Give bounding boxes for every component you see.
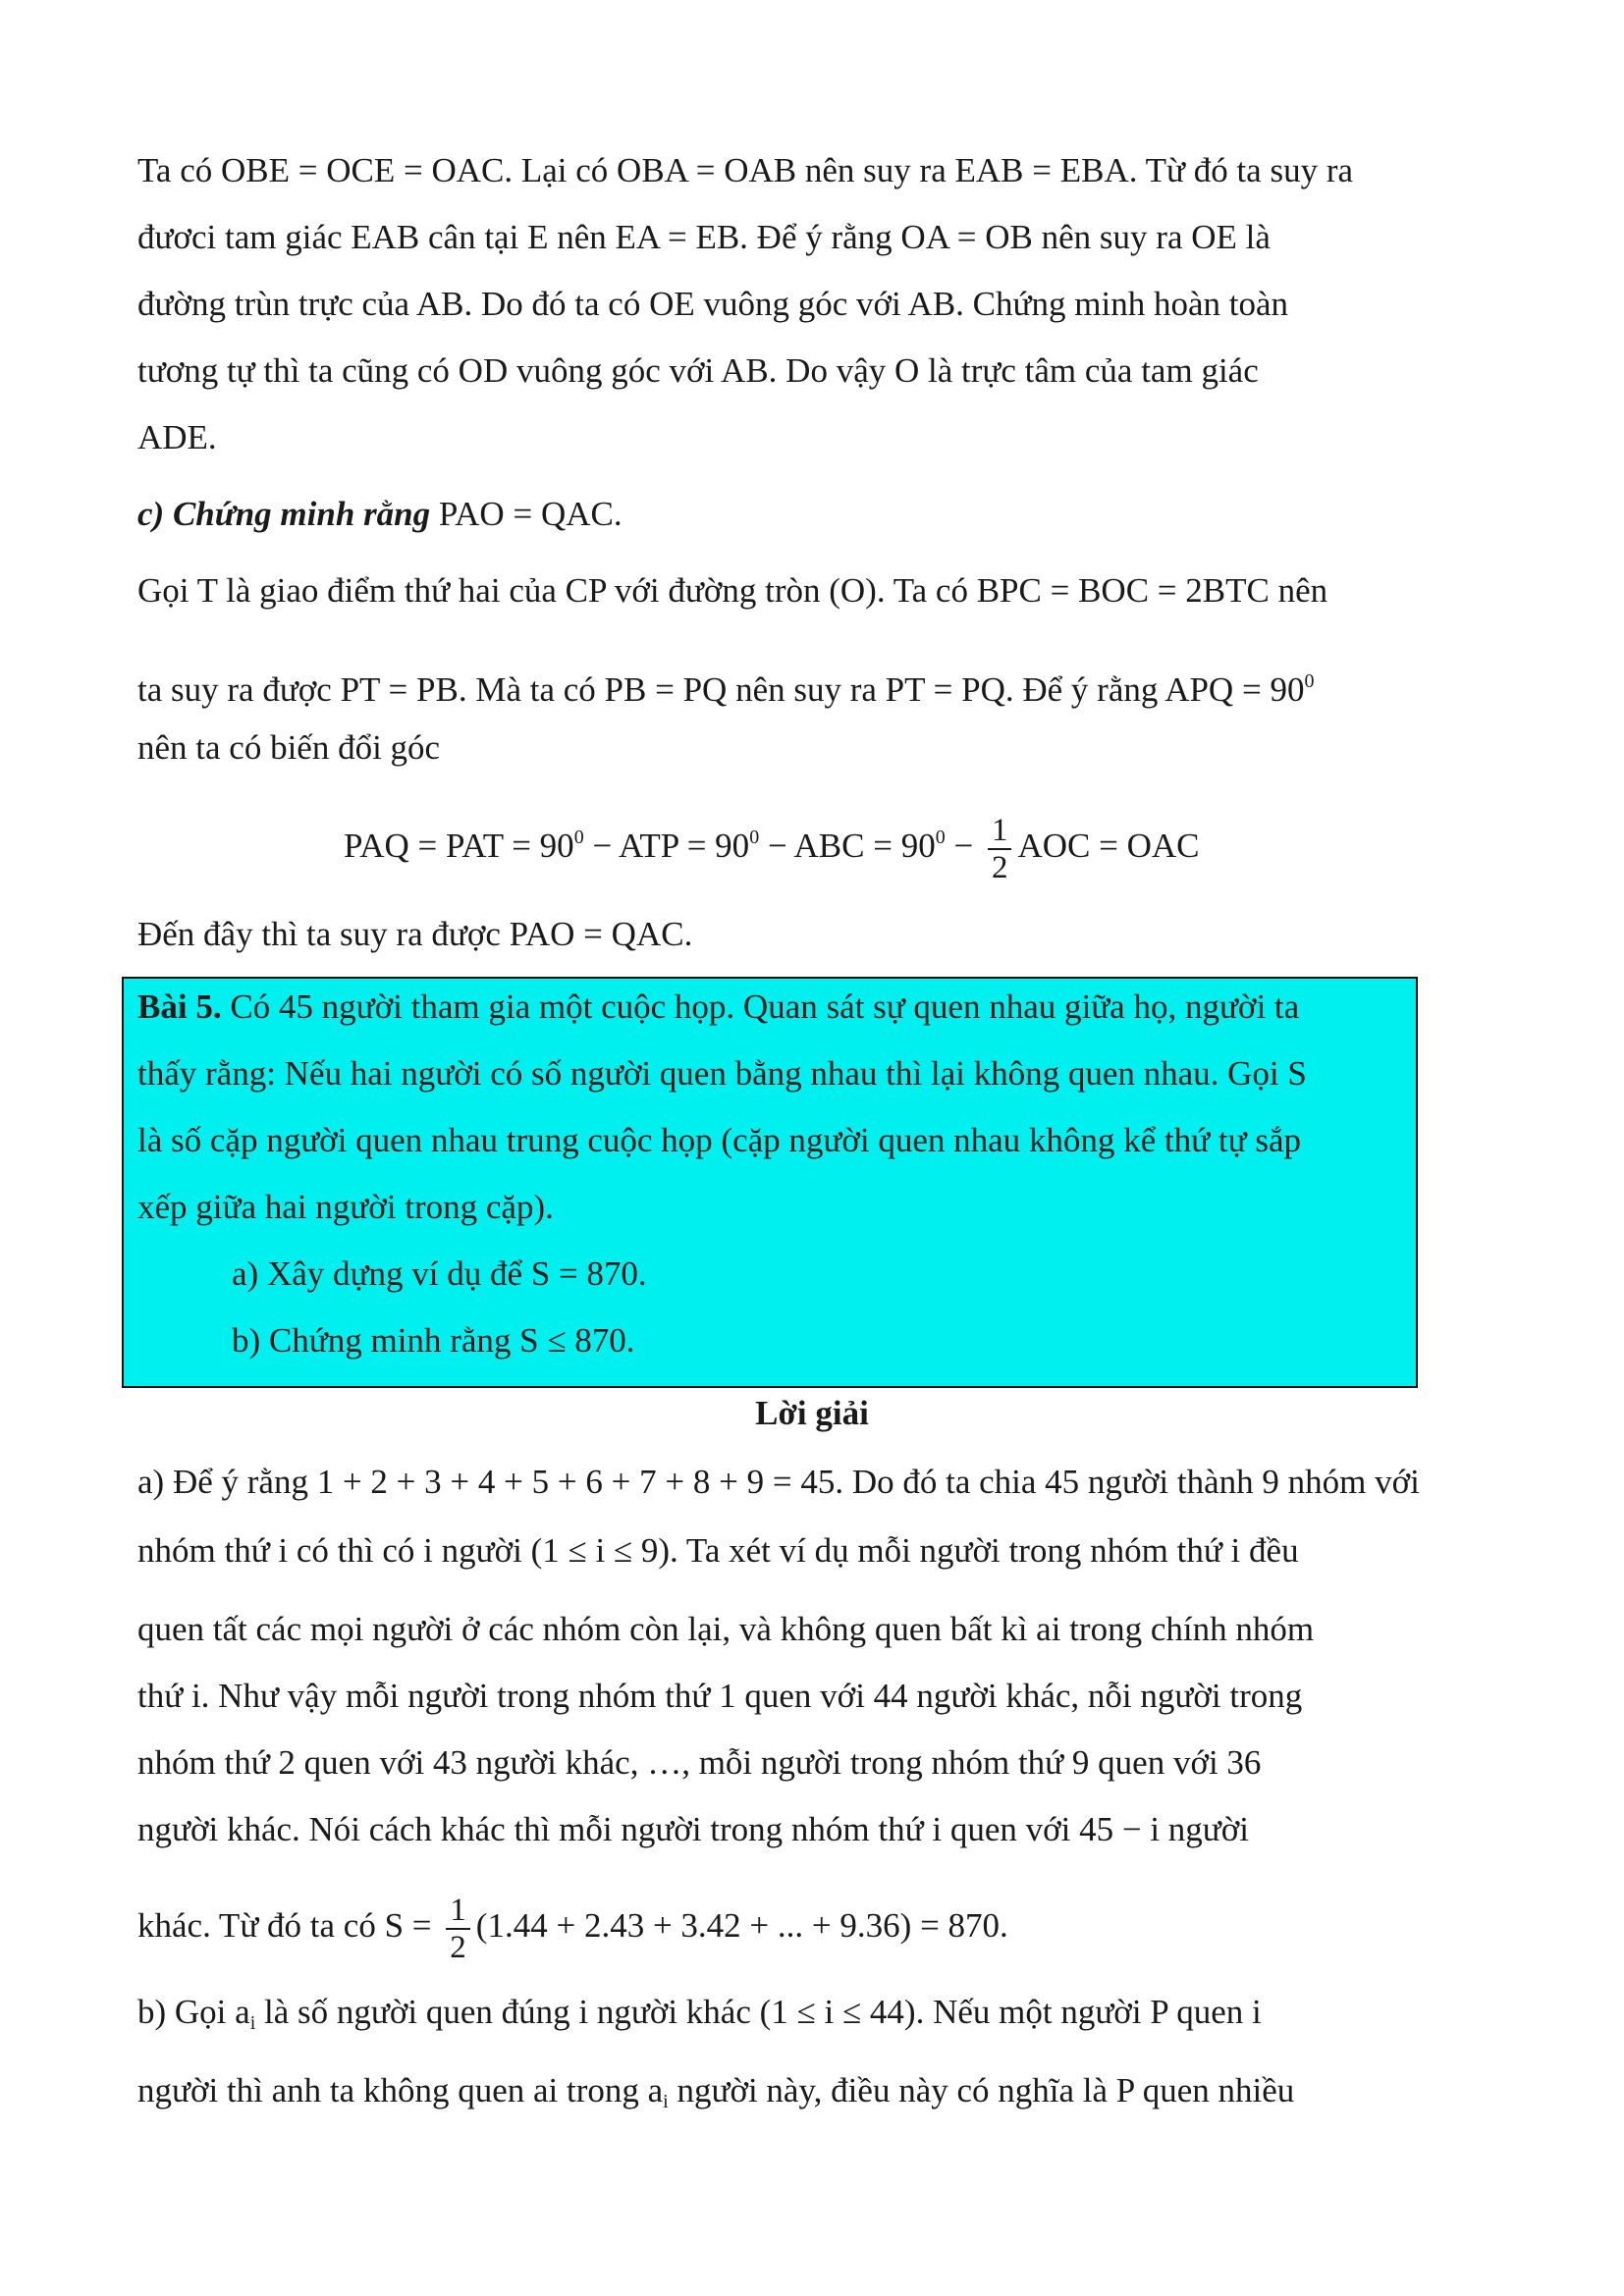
text-line: thứ i. Như vậy mỗi người trong nhóm thứ 1 quen với 44 người khác, nỗi người trong <box>137 1677 1303 1715</box>
problem-text: Có 45 người tham gia một cuộc họp. Quan sát sự quen nhau giữa họ, người ta <box>221 988 1300 1026</box>
eq-part: AOC = OAC <box>1017 827 1200 866</box>
frac-numerator: 1 <box>988 813 1012 850</box>
part-c-heading-text: c) Chứng minh rằng <box>137 495 431 533</box>
part-c-heading-math: PAO = QAC. <box>438 495 623 533</box>
problem-line: là số cặp người quen nhau trung cuộc họp (cặp người quen nhau không kể thứ tự sắp <box>137 1121 1301 1159</box>
text-line <box>137 2069 1294 2123</box>
eq-sup: 0 <box>573 827 584 849</box>
eq-sup: 0 <box>935 827 946 849</box>
text-span: người này, điều này có nghĩa là P quen nhiều <box>668 2071 1295 2109</box>
text-line: Gọi T là giao điểm thứ hai của CP với đường tròn (O). Ta có BPC = BOC = 2BTC nên <box>137 571 1328 610</box>
text-line: quen tất các mọi người ở các nhóm còn lại, và không quen bất kì ai trong chính nhóm <box>137 1610 1315 1648</box>
problem-line: xếp giữa hai người trong cặp). <box>137 1188 554 1226</box>
angle-equation <box>344 813 1200 885</box>
problem-part-b: b) Chứng minh rằng S ≤ 870. <box>232 1321 635 1360</box>
part-c-heading <box>137 493 623 536</box>
frac-denominator: 2 <box>450 1930 466 1965</box>
eq-part: − ATP = 90 <box>583 827 750 866</box>
text-line: ADE. <box>137 418 217 456</box>
subscript-i: i <box>249 2012 256 2034</box>
text-span: b) Gọi a <box>137 1993 250 2031</box>
text-line <box>137 1991 1262 2045</box>
eq-part: PAQ = PAT = 90 <box>344 827 574 866</box>
text-line: đươci tam giác EAB cân tại E nên EA = EB. Để ý rằng OA = OB nên suy ra OE là <box>137 218 1271 256</box>
text-line: người khác. Nói cách khác thì mỗi người trong nhóm thứ i quen với 45 − i người <box>137 1810 1249 1848</box>
degree-superscript: 0 <box>1304 670 1315 692</box>
fraction-one-half <box>988 813 1012 885</box>
problem-label: Bài 5. <box>137 988 222 1026</box>
text-line: nên ta có biến đổi góc <box>137 728 441 767</box>
text-line: a) Để ý rằng 1 + 2 + 3 + 4 + 5 + 6 + 7 + 8 + 9 = 45. Do đó ta chia 45 người thành 9 nhóm với <box>137 1463 1420 1501</box>
frac-numerator: 1 <box>446 1893 470 1930</box>
text-line: tương tự thì ta cũng có OD vuông góc với AB. Do vậy O là trực tâm của tam giác <box>137 351 1259 390</box>
text-line: đường trùn trực của AB. Do đó ta có OE vuông góc với AB. Chứng minh hoàn toàn <box>137 285 1288 323</box>
text-span: ta suy ra được PT = PB. Mà ta có PB = PQ nên suy ra PT = PQ. Để ý rằng APQ = 90 <box>137 670 1305 709</box>
problem-line: thấy rằng: Nếu hai người có số người quen bằng nhau thì lại không quen nhau. Gọi S <box>137 1054 1307 1093</box>
text-span: (1.44 + 2.43 + 3.42 + ... + 9.36) = 870. <box>475 1906 1008 1946</box>
text-line <box>137 660 1314 712</box>
subscript-i: i <box>663 2091 669 2112</box>
text-line: nhóm thứ i có thì có i người (1 ≤ i ≤ 9). Ta xét ví dụ mỗi người trong nhóm thứ i đều <box>137 1531 1299 1570</box>
problem-line <box>137 986 1299 1029</box>
text-span: người thì anh ta không quen ai trong a <box>137 2071 664 2109</box>
problem-part-a: a) Xây dựng ví dụ để S = 870. <box>232 1255 647 1293</box>
eq-sup: 0 <box>749 827 760 849</box>
text-line: Ta có OBE = OCE = OAC. Lại có OBA = OAB nên suy ra EAB = EBA. Từ đó ta suy ra <box>137 151 1354 189</box>
frac-denominator: 2 <box>991 850 1008 885</box>
text-line <box>137 1893 1008 1965</box>
text-line: Đến đây thì ta suy ra được PAO = QAC. <box>137 915 693 953</box>
solution-title: Lời giải <box>755 1394 869 1432</box>
text-span: khác. Từ đó ta có S = <box>137 1906 432 1946</box>
eq-part: − ABC = 90 <box>759 827 936 866</box>
eq-part: − <box>945 827 974 866</box>
text-line: nhóm thứ 2 quen với 43 người khác, …, mỗi người trong nhóm thứ 9 quen với 36 <box>137 1743 1262 1782</box>
text-span: là số người quen đúng i người khác (1 ≤ i ≤ 44). Nếu một người P quen i <box>255 1993 1262 2031</box>
fraction-one-half <box>446 1893 470 1965</box>
